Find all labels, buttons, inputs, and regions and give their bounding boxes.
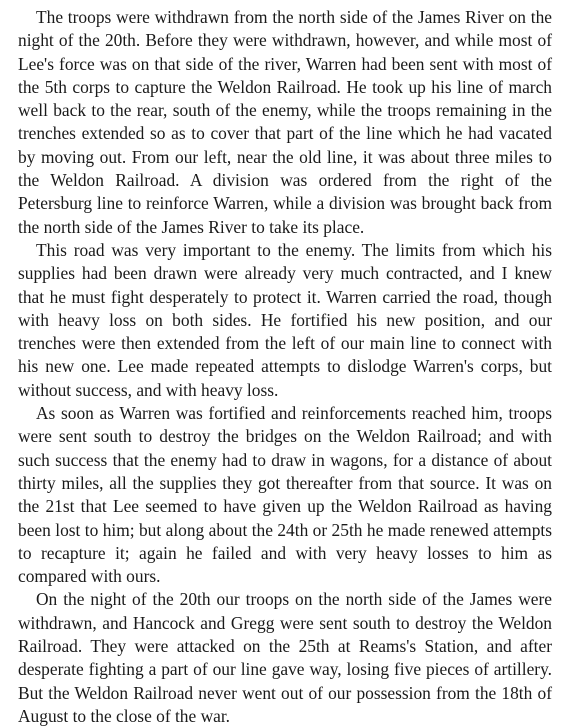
paragraph-4: On the night of the 20th our troops on the north side of the James were withdrawn, and Hancock and Gregg were sent south to destroy the Weldon Railroad. They were attacked on the 25th at Reams's Station, and after desperate fighting a part of our line gave way, losing five pieces of artillery. But the Weldon Railroad never went out of our possession from the 18th of August to the close of the war. (18, 589, 552, 726)
paragraph-2: This road was very important to the enemy. The limits from which his supplies had been drawn were already very much contracted, and I knew that he must fight desperately to protect it. Warren carried the road, though with heavy loss on both sides. He fortified his new position, and our trenches were then extended from the left of our main line to connect with his new one. Lee made repeated attempts to dislodge Warren's corps, but without success, and with heavy loss. (18, 239, 552, 400)
paragraph-3: As soon as Warren was fortified and reinforcements reached him, troops were sent south to destroy the bridges on the Weldon Railroad; and with such success that the enemy had to draw in wagons, for a distance of about thirty miles, all the supplies they got thereafter from that source. It was on the 21st that Lee seemed to have given up the Weldon Railroad as having been lost to him; but along about the 24th or 25th he made renewed attempts to recapture it; again he failed and with very heavy losses to him as compared with ours. (18, 403, 552, 587)
document-page (18, 6, 552, 728)
paragraph-1: The troops were withdrawn from the north side of the James River on the night of the 20th. Before they were withdrawn, however, and while most of Lee's force was on that side of the river, Warren had been sent with most of the 5th corps to capture the Weldon Railroad. He took up his line of march well back to the rear, south of the enemy, while the troops remaining in the trenches extended so as to cover that part of the line which he had vacated by moving out. From our left, near the old line, it was about three miles to the Weldon Railroad. A division was ordered from the right of the Petersburg line to reinforce Warren, while a division was brought back from the north side of the James River to take its place. (18, 7, 552, 237)
